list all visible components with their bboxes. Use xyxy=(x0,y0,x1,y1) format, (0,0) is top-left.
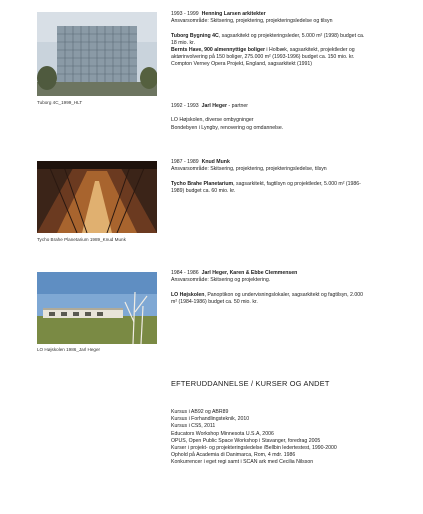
lo-hojskolen-caption: LO Højskolen 1986_Jarl Heger xyxy=(37,347,101,352)
entry-line: Tycho Brahe Planetarium, sagsarkitekt, fagtilsyn og projektleder, 5.000 m² (1986- xyxy=(171,180,361,187)
list-item: Kursus i AB92 og ABR89 xyxy=(171,409,229,415)
entry-line: Bondebyen i Lyngby, renovering og omdannelse. xyxy=(171,124,284,131)
planetarium-caption: Tycho Brahe Planetarium 1989_Knud Munk xyxy=(37,237,126,242)
entry-line: 1987 - 1989 Knud Munk xyxy=(171,159,230,165)
entry-line: 1989) budget ca. 60 mio. kr. xyxy=(171,187,236,194)
entry-line: LO Højskolen, Panoptikon og undervisningslokaler, sagsarkitekt og fagtilsyn, 2.000 xyxy=(171,291,364,298)
entry-line: m² (1984-1986) budget ca. 50 mio. kr. xyxy=(171,298,258,305)
entry-line: Ansvarsområde: Skitsering, projektering, projekteringsledelse og tilsyn xyxy=(171,18,333,25)
entry-line: Bernts Have, 900 almennyttige boliger i Holbæk, sagsarkitekt, projektleder og xyxy=(171,47,355,54)
entry-line: 1984 - 1986 Jarl Heger, Karen & Ebbe Clemmensen xyxy=(171,270,298,276)
entry-line: 1993 - 1999 Henning Larsen arkitekter xyxy=(171,11,266,17)
entry-line: 1992 - 1993 Jarl Heger - partner xyxy=(171,103,249,109)
planetarium-photo xyxy=(37,161,157,233)
lo-hojskolen-photo xyxy=(37,272,157,344)
entry-line: Compton Verney Opera Projekt, England, sagsarkitekt (1991) xyxy=(171,61,313,68)
list-item: Ophold på Academia di Danimarca, Rom, 4 mdr. 1986 xyxy=(171,452,296,459)
list-item: Konkurrencer i eget regi samt i SCAN ark med Cecilia Nilsson xyxy=(171,459,314,466)
entry-line: aktørinvolvering på 150 boliger, 275.000 m² (1993-1996) budget ca. 150 mio. kr. xyxy=(171,54,355,61)
entry-knud-munk xyxy=(171,159,361,195)
entry-line: Ansvarsområde: Skitsering, projektering, projekteringsledelse, tilsyn xyxy=(171,166,327,173)
list-item: Educators Workshop Minnesota U.S.A, 2006 xyxy=(171,430,274,437)
tuborg-photo xyxy=(37,12,157,96)
tuborg-caption: Tuborg 4C_1999_HLT xyxy=(37,100,83,105)
entry-jarl-heger-partner xyxy=(171,103,283,132)
entry-henning-larsen xyxy=(171,11,364,69)
section-heading: EFTERUDDANNELSE / KURSER OG ANDET xyxy=(171,379,330,388)
entry-line: Ansvarsområde: Skitsering og projektering. xyxy=(171,277,271,284)
entry-line xyxy=(171,284,363,291)
entry-line: LO Højskolen, diverse ombygninger xyxy=(171,117,254,124)
entry-line xyxy=(171,173,361,180)
entry-clemmensen xyxy=(171,270,363,306)
entry-line xyxy=(171,25,364,32)
course-list xyxy=(171,409,337,467)
list-item: Kursus i CS5, 2011 xyxy=(171,423,216,430)
entry-line: Tuborg Bygning 4C, sagsarkitekt og projekteringsleder, 5.000 m² (1998) budget ca. xyxy=(171,32,365,39)
list-item: Kursus i Forhandlingsteknik, 2010 xyxy=(171,416,250,423)
entry-line: 18 mio. kr. xyxy=(171,39,195,46)
list-item: OPUS, Open Public Space Workshop i Stavanger, foredrag 2005 xyxy=(171,437,321,444)
list-item: Kurser i projekt- og projekteringsledelse /Bellbin ledertestest, 1990-2000 xyxy=(171,445,337,452)
entry-line xyxy=(171,110,283,117)
